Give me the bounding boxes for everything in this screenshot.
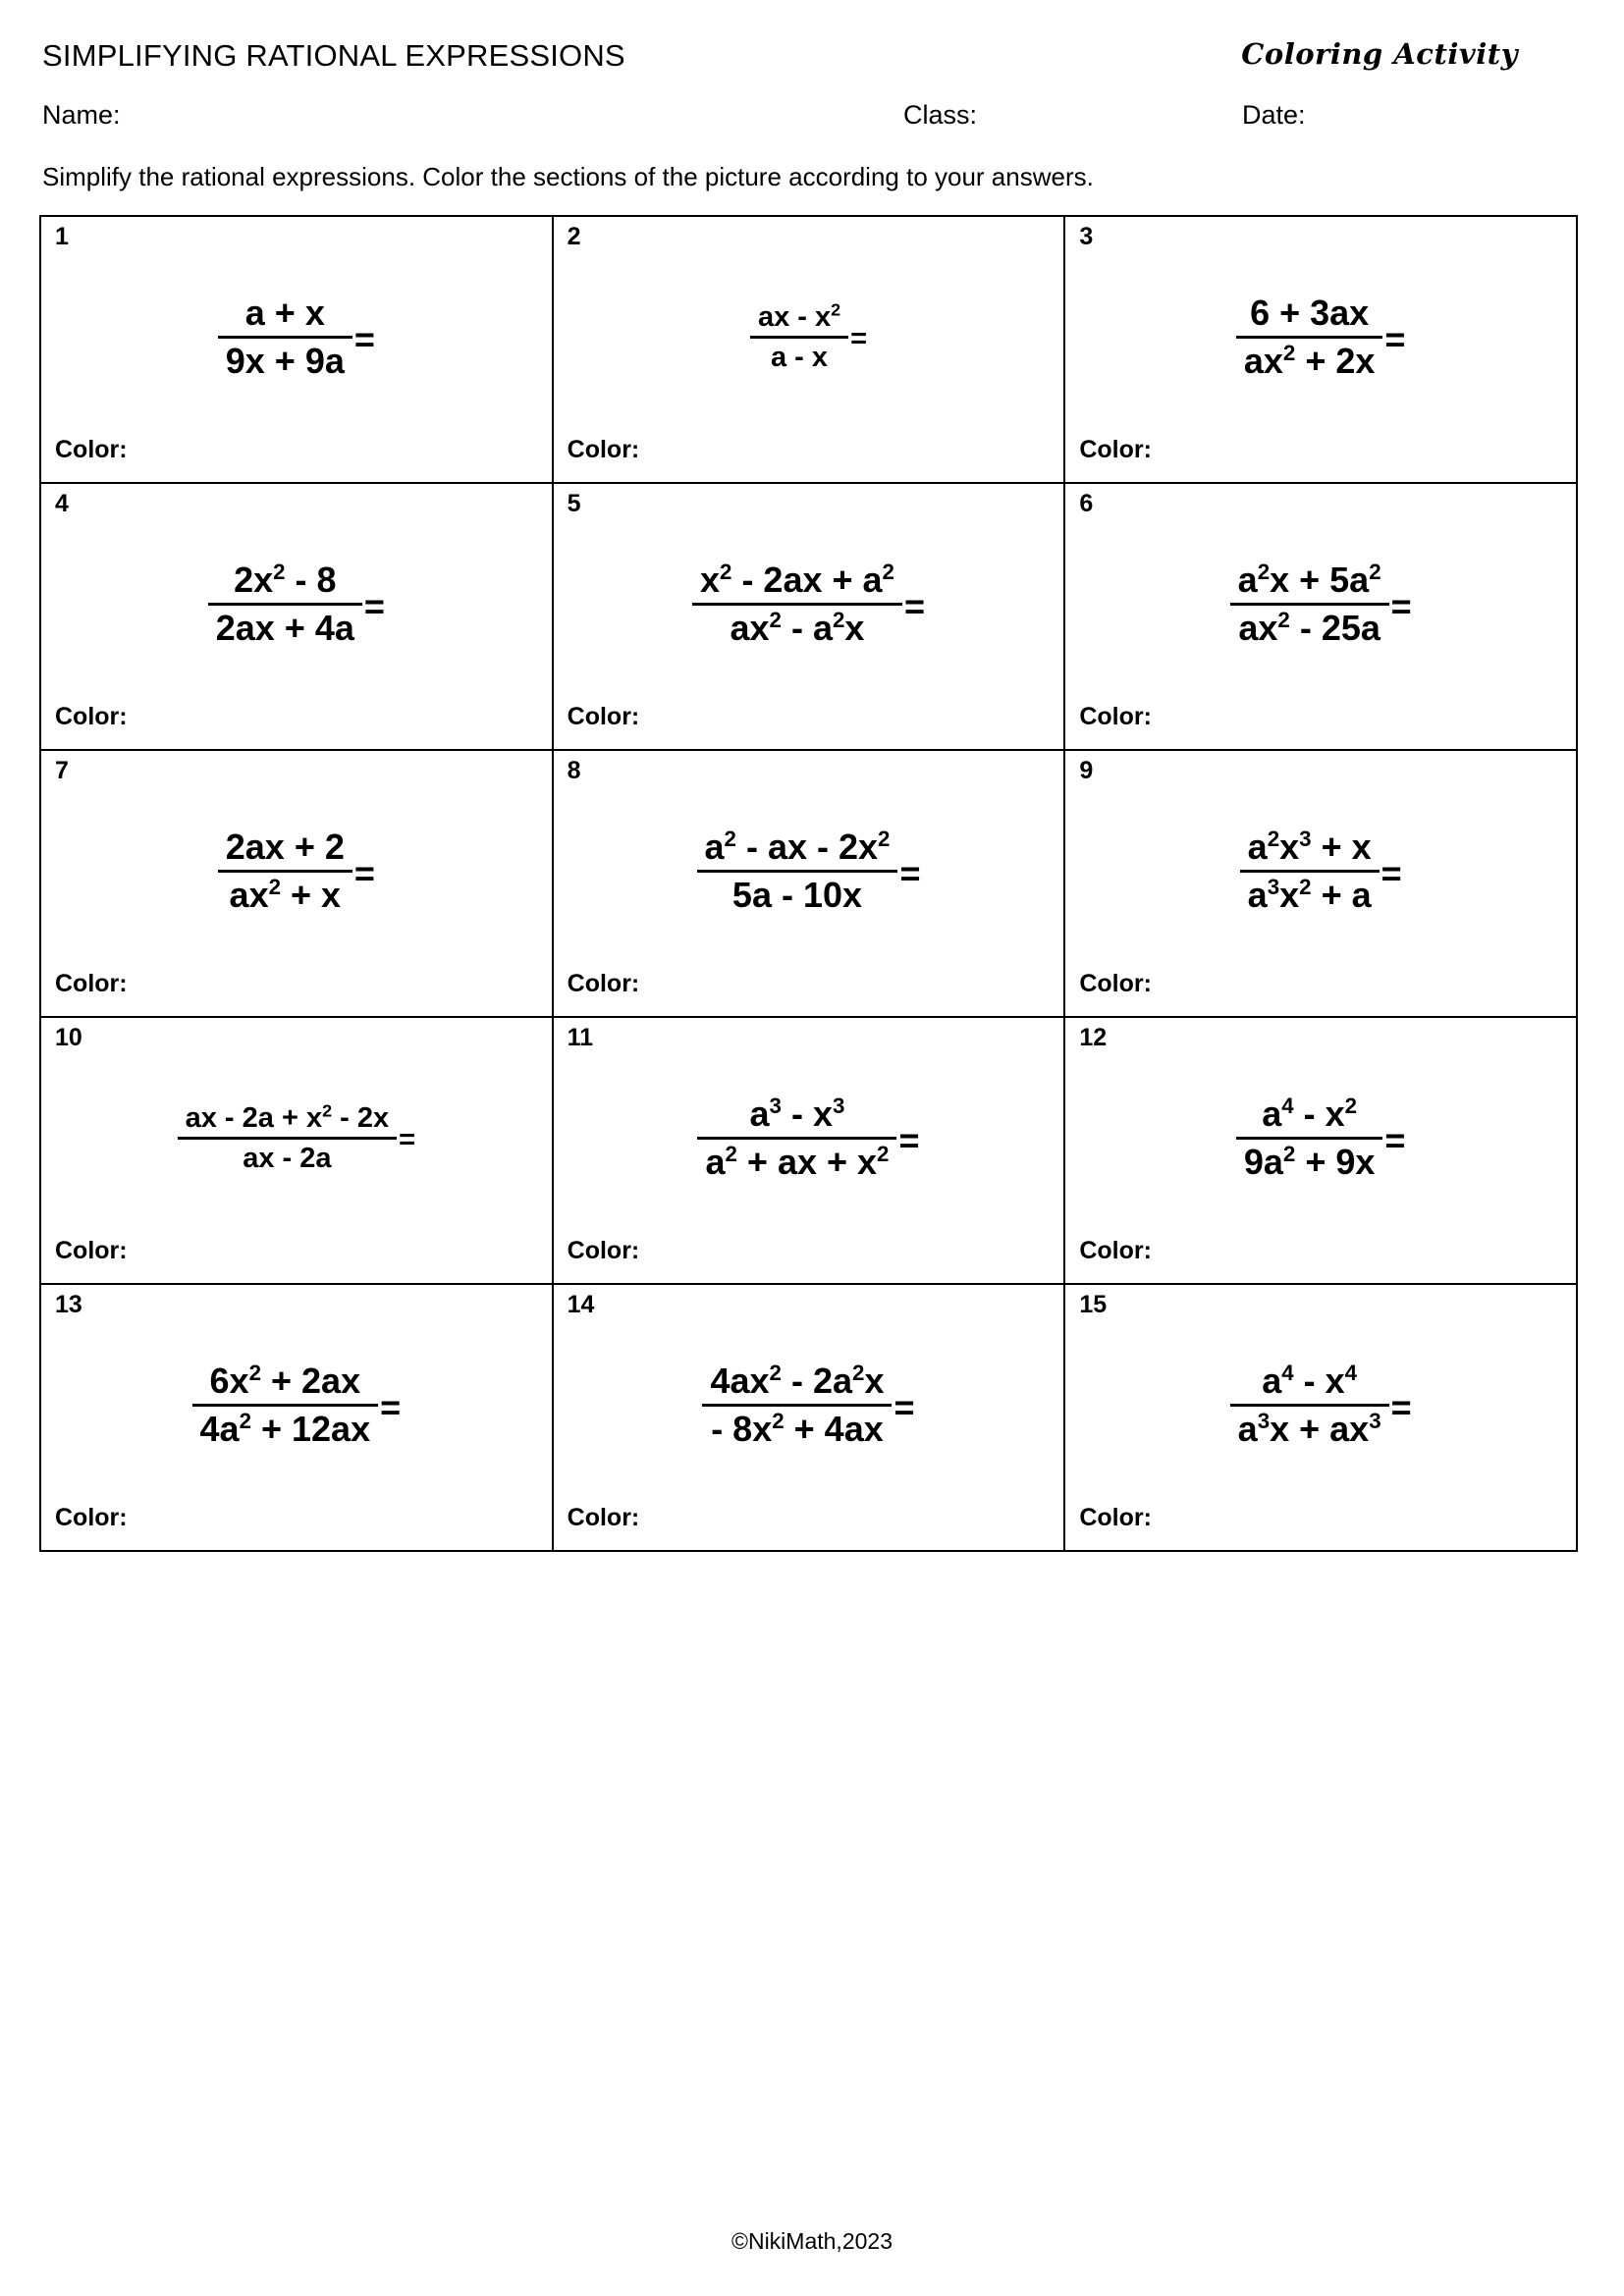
fraction-numerator: $a^3 - x^3$ <box>749 1094 845 1135</box>
problem-cell <box>554 217 1066 484</box>
fraction <box>750 301 848 373</box>
problem-number: 15 <box>1079 1290 1108 1318</box>
problem-cell <box>41 484 554 751</box>
problem-number: 14 <box>567 1290 595 1318</box>
rational-expression <box>1065 1069 1576 1216</box>
problem-cell <box>1065 484 1578 751</box>
fraction-denominator: a - x <box>771 341 829 373</box>
color-answer-label[interactable]: Color: <box>55 1503 128 1531</box>
student-info-row <box>39 100 1567 145</box>
color-answer-label[interactable]: Color: <box>567 1503 640 1531</box>
fraction-denominator: $ax^2 - 25a$ <box>1238 607 1380 648</box>
problem-cell <box>554 1285 1066 1552</box>
fraction-numerator: ax - $2a + x^2 - 2x$ <box>185 1100 390 1135</box>
equals-sign: = <box>1380 852 1402 893</box>
fraction-numerator: a + x <box>244 293 325 334</box>
problem-cell <box>554 751 1066 1018</box>
problem-cell <box>41 751 554 1018</box>
fraction-numerator: $a^2$ - ax - $2x^2$ <box>704 827 891 868</box>
fraction-denominator: ax - 2a <box>243 1142 332 1174</box>
fraction-numerator: 6 + 3ax <box>1250 293 1370 334</box>
rational-expression <box>1065 268 1576 415</box>
fraction <box>1236 294 1383 381</box>
rational-expression <box>1065 535 1576 682</box>
fraction-numerator: $6x^2 + 2ax$ <box>209 1361 361 1402</box>
fraction <box>1236 1095 1383 1182</box>
fraction-denominator: 2ax + 4a <box>215 607 354 648</box>
problem-number: 6 <box>1079 489 1094 517</box>
equals-sign: = <box>1390 585 1412 626</box>
problem-number: 1 <box>55 222 69 250</box>
color-answer-label[interactable]: Color: <box>1079 1503 1152 1531</box>
class-label: Class: <box>903 100 978 131</box>
problem-number: 7 <box>55 756 69 784</box>
problem-cell <box>554 484 1066 751</box>
equals-sign: = <box>363 585 385 626</box>
equals-sign: = <box>353 318 375 359</box>
date-label: Date: <box>1242 100 1306 131</box>
problem-cell <box>1065 1285 1578 1552</box>
fraction <box>178 1102 398 1174</box>
rational-expression <box>41 802 552 949</box>
fraction-denominator: $ax^2 + 2x$ <box>1243 340 1376 381</box>
fraction <box>697 828 898 915</box>
equals-sign: = <box>893 1386 915 1427</box>
problem-cell <box>41 1285 554 1552</box>
equals-sign: = <box>850 323 868 355</box>
problem-number: 4 <box>55 489 69 517</box>
fraction-denominator: 9x + 9a <box>225 340 345 381</box>
problem-number: 10 <box>55 1023 82 1051</box>
rational-expression <box>41 535 552 682</box>
rational-expression <box>554 802 1064 949</box>
equals-sign: = <box>899 852 921 893</box>
problem-number: 2 <box>567 222 581 250</box>
rational-expression <box>41 1069 552 1216</box>
rational-expression <box>554 1069 1064 1216</box>
fraction-numerator: $a^4 - x^4$ <box>1262 1361 1358 1402</box>
rational-expression <box>554 268 1064 415</box>
equals-sign: = <box>1390 1386 1412 1427</box>
fraction-numerator: $a^2x + 5a^2$ <box>1237 560 1381 601</box>
fraction-numerator: $2x^2 - 8$ <box>234 560 337 601</box>
fraction-denominator: $4a^2 + 12ax$ <box>199 1408 371 1449</box>
fraction <box>1240 828 1380 915</box>
fraction <box>1230 561 1389 648</box>
rational-expression <box>1065 802 1576 949</box>
fraction-denominator: $ax^2 - a^2x$ <box>730 607 865 648</box>
fraction-numerator: $a^2x^3 + x$ <box>1247 827 1372 868</box>
problem-number: 5 <box>567 489 581 517</box>
fraction-denominator: $a^3x^2 + a$ <box>1247 874 1372 915</box>
problem-number: 13 <box>55 1290 82 1318</box>
problem-number: 12 <box>1079 1023 1108 1051</box>
fraction-denominator: $a^2$ + ax + $x^2$ <box>705 1141 890 1182</box>
rational-expression <box>554 1336 1064 1483</box>
fraction-numerator: $x^2 - 2ax + a^2$ <box>699 560 894 601</box>
problem-cell <box>1065 217 1578 484</box>
copyright-footer: ©NikiMath,2023 <box>731 2228 893 2254</box>
rational-expression <box>41 1336 552 1483</box>
fraction <box>208 561 362 648</box>
equals-sign: = <box>380 1386 402 1427</box>
fraction <box>702 1362 892 1449</box>
name-label: Name: <box>42 100 121 131</box>
equals-sign: = <box>353 852 375 893</box>
equals-sign: = <box>1384 1119 1406 1160</box>
fraction-denominator: $ax^2 + x$ <box>229 874 342 915</box>
fraction-numerator: $a^4 - x^2$ <box>1262 1094 1358 1135</box>
problem-number: 11 <box>567 1023 594 1051</box>
fraction <box>192 1362 379 1449</box>
color-answer-label[interactable]: Color: <box>1079 702 1152 730</box>
color-answer-label[interactable]: Color: <box>55 435 128 463</box>
problem-cell <box>1065 751 1578 1018</box>
fraction-denominator: - $8x^2 + 4ax$ <box>711 1408 884 1449</box>
activity-label: Coloring Activity <box>1241 37 1518 71</box>
fraction-numerator: 2ax + 2 <box>225 827 345 868</box>
fraction <box>218 294 352 381</box>
color-answer-label[interactable]: Color: <box>567 702 640 730</box>
fraction-denominator: $9a^2 + 9x$ <box>1243 1141 1376 1182</box>
equals-sign: = <box>898 1119 920 1160</box>
fraction-numerator: $4ax^2 - 2a^2x$ <box>710 1361 885 1402</box>
fraction <box>1230 1362 1389 1449</box>
problem-cell <box>1065 1018 1578 1285</box>
fraction <box>692 561 902 648</box>
problems-grid <box>39 215 1578 1552</box>
problem-number: 3 <box>1079 222 1094 250</box>
color-answer-label[interactable]: Color: <box>55 702 128 730</box>
fraction-numerator: ax - $x^2$ <box>757 299 841 334</box>
page-title: SIMPLIFYING RATIONAL EXPRESSIONS <box>42 38 625 73</box>
color-answer-label[interactable]: Color: <box>55 1236 128 1264</box>
fraction <box>218 828 352 915</box>
equals-sign: = <box>903 585 925 626</box>
color-answer-label[interactable]: Color: <box>567 969 640 997</box>
fraction-denominator: 5a - 10x <box>731 874 863 915</box>
color-answer-label[interactable]: Color: <box>55 969 128 997</box>
color-answer-label[interactable]: Color: <box>1079 969 1152 997</box>
equals-sign: = <box>399 1124 416 1156</box>
rational-expression <box>1065 1336 1576 1483</box>
problem-number: 9 <box>1079 756 1094 784</box>
color-answer-label[interactable]: Color: <box>567 435 640 463</box>
color-answer-label[interactable]: Color: <box>1079 1236 1152 1264</box>
problem-cell <box>41 1018 554 1285</box>
fraction <box>697 1095 896 1182</box>
problem-cell <box>41 217 554 484</box>
color-answer-label[interactable]: Color: <box>567 1236 640 1264</box>
problem-cell <box>554 1018 1066 1285</box>
header <box>39 39 1567 73</box>
fraction-denominator: $a^3x + ax^3$ <box>1237 1408 1381 1449</box>
problem-number: 8 <box>567 756 581 784</box>
rational-expression <box>41 268 552 415</box>
color-answer-label[interactable]: Color: <box>1079 435 1152 463</box>
equals-sign: = <box>1384 318 1406 359</box>
rational-expression <box>554 535 1064 682</box>
instructions-text: Simplify the rational expressions. Color the sections of the picture according to your answers. <box>42 162 1094 192</box>
